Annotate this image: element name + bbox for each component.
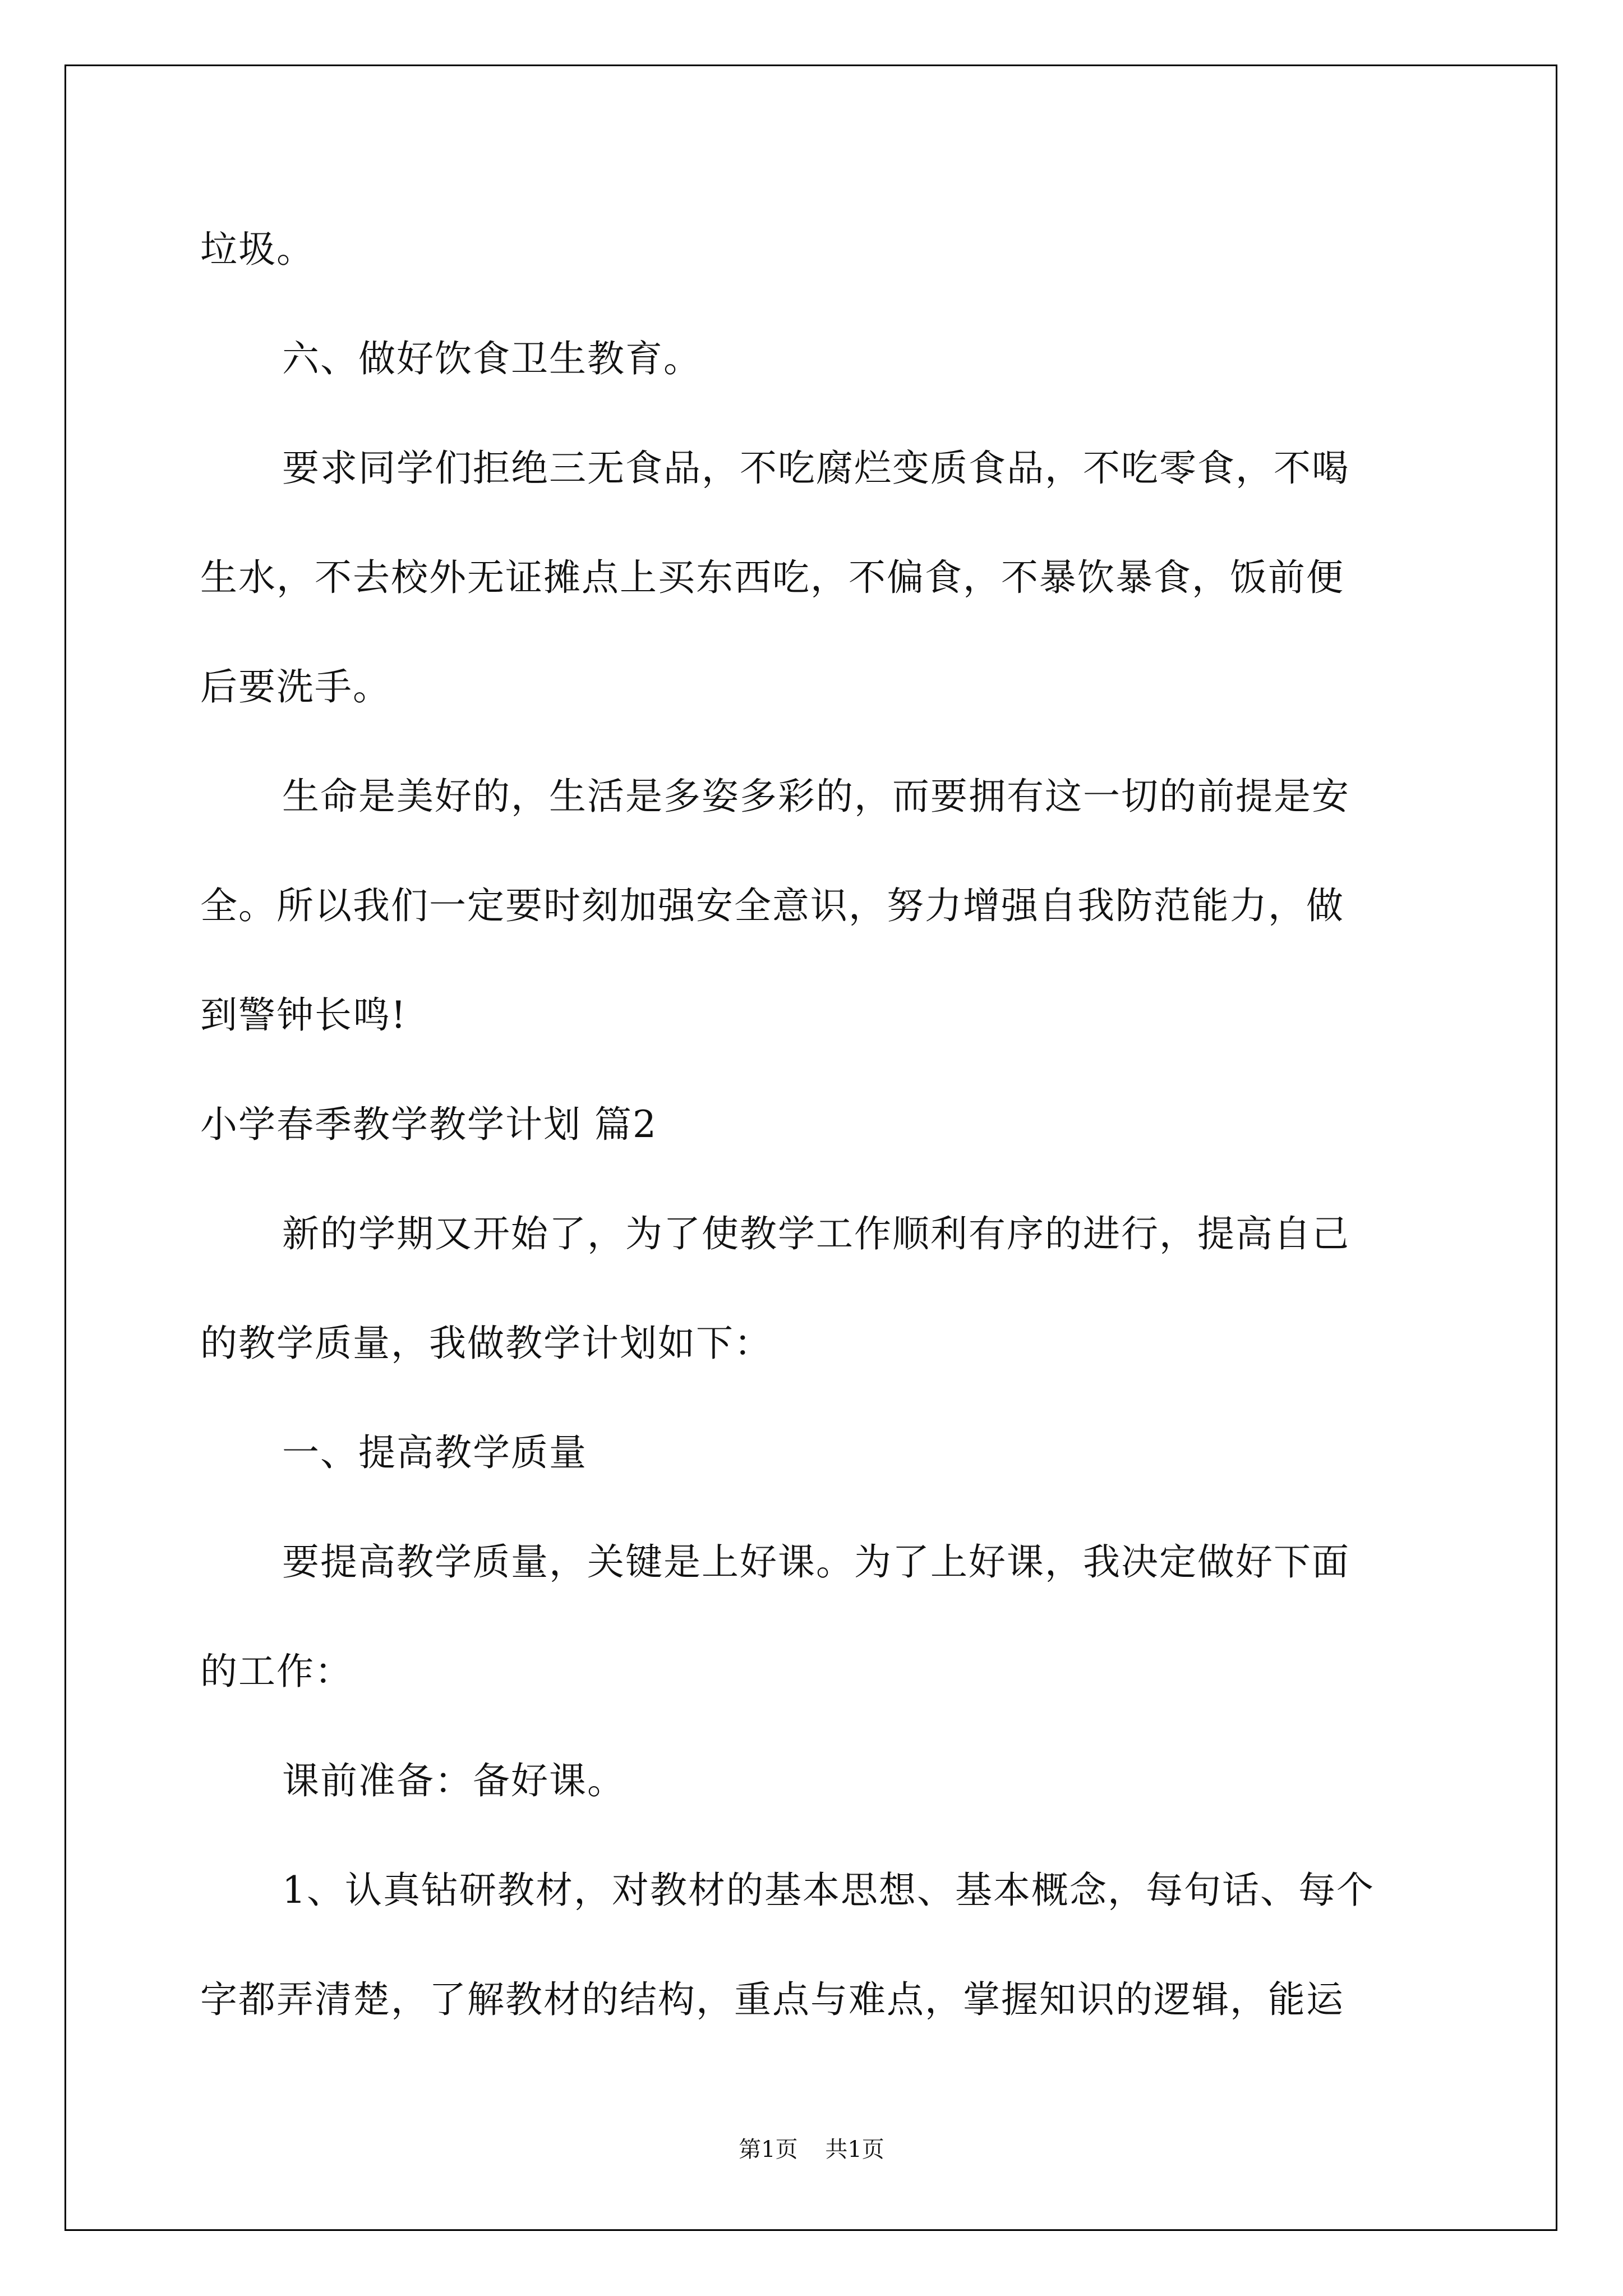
page-footer: [0, 2132, 1623, 2164]
text-line: 的教学质量，我做教学计划如下：: [200, 1322, 772, 1365]
text-line: 六、做好饮食卫生教育。: [282, 337, 702, 380]
text-line: 新的学期又开始了，为了使教学工作顺利有序的进行，提高自己: [282, 1212, 1350, 1255]
text-line: 要提高教学质量，关键是上好课。为了上好课，我决定做好下面: [282, 1540, 1350, 1584]
text-line: 字都弄清楚，了解教材的结构，重点与难点，掌握知识的逻辑，能运: [200, 1978, 1344, 2021]
text-line: 全。所以我们一定要时刻加强安全意识，努力增强自我防范能力，做: [200, 884, 1344, 927]
section-heading: 小学春季教学教学计划 篇2: [200, 1103, 657, 1146]
text-line: 生水，不去校外无证摊点上买东西吃，不偏食，不暴饮暴食，饭前便: [200, 556, 1344, 599]
page-number: 第1页: [739, 2137, 798, 2162]
text-line: 的工作：: [200, 1650, 353, 1693]
text-line: 一、提高教学质量: [282, 1431, 587, 1474]
text-line: 到警钟长鸣!: [200, 993, 407, 1037]
text-line: 垃圾。: [200, 228, 315, 271]
text-line: 1、认真钻研教材，对教材的基本思想、基本概念，每句话、每个: [282, 1869, 1375, 1912]
text-line: 生命是美好的，生活是多姿多彩的，而要拥有这一切的前提是安: [282, 775, 1350, 818]
text-line: 课前准备：备好课。: [282, 1759, 625, 1802]
text-line: 后要洗手。: [200, 665, 391, 708]
text-line: 要求同学们拒绝三无食品，不吃腐烂变质食品，不吃零食，不喝: [282, 447, 1350, 490]
page-total: 共1页: [825, 2137, 884, 2162]
